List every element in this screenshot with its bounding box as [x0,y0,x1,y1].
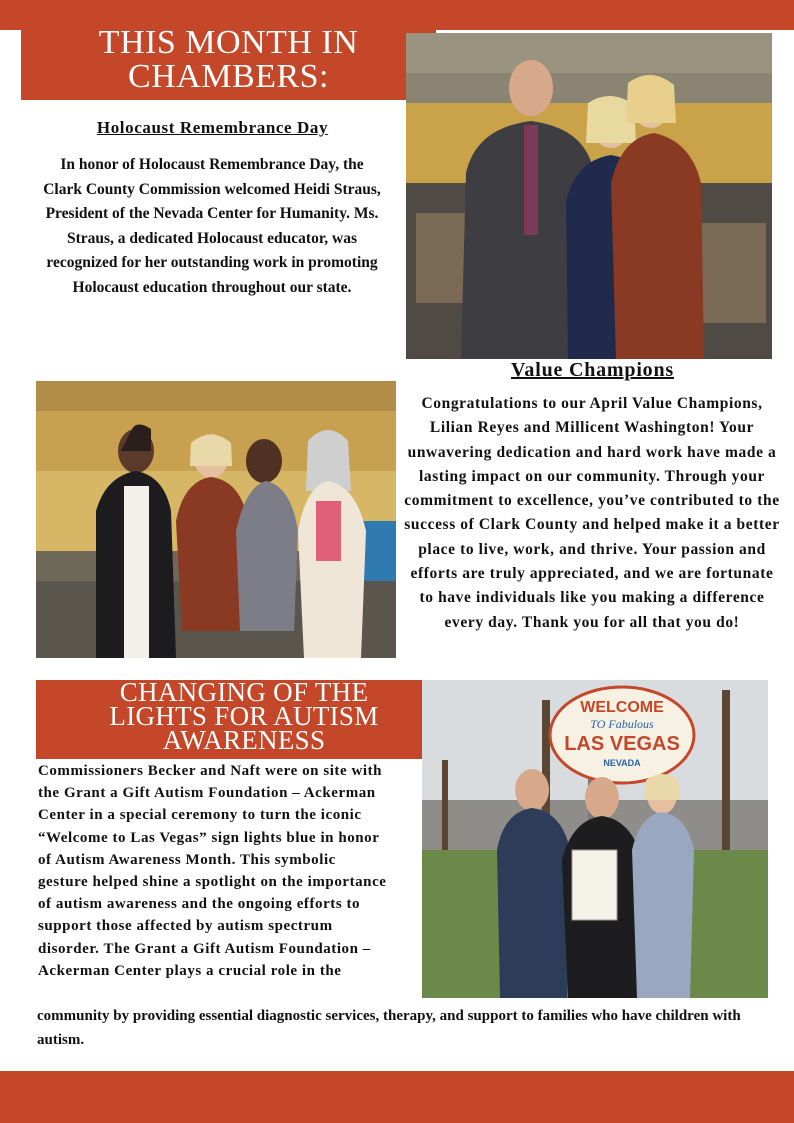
banner-title-line2: CHAMBERS: [128,58,329,95]
autism-banner-line2: LIGHTS FOR AUTISM [109,701,379,731]
autism-banner-line1: CHANGING OF THE [119,677,369,707]
sign-to-fabulous-text: TO Fabulous [590,717,654,731]
section-banner-this-month [21,26,436,100]
holocaust-body: In honor of Holocaust Remembrance Day, the Clark County Commission welcomed Heidi Straus, President of the Nevada Center for Humanity. Ms. Straus, a dedicated Holocaust educator, was recognized for her outstanding work in promoting Holocaust education throughout our state. [43,156,381,296]
sign-las-vegas-text: LAS VEGAS [564,733,680,755]
banner-title-line1: THIS MONTH IN [98,24,359,61]
bottom-accent-bar [0,1071,794,1123]
value-champions-heading: Value Champions [511,359,674,381]
sign-nevada-text: NEVADA [603,758,641,768]
value-champions-body: Congratulations to our April Value Champions, Lilian Reyes and Millicent Washington! Your unwavering dedication and hard work have made a lasting impact on our community. Through your commitment to excellence, you’ve contributed to the success of Clark County and helped make it a better place to live, work, and thrive. Your passion and efforts are truly appreciated, and we are fortunate to have individuals like you making a difference every day. Thank you for all that you do! [404,395,780,631]
photo-value-champions [36,381,396,658]
photo-las-vegas-sign [422,680,768,998]
autism-banner-line3: AWARENESS [162,725,326,755]
photo-holocaust-remembrance [406,33,772,359]
sign-welcome-text: WELCOME [580,699,664,716]
section-banner-autism [36,677,452,759]
autism-body-full: community by providing essential diagnostic services, therapy, and support to families who have children with autism. [37,1008,741,1048]
autism-body-column: Commissioners Becker and Naft were on site with the Grant a Gift Autism Foundation – Ackerman Center in a special ceremony to turn the iconic “Welcome to Las Vegas” sign lights blue in honor of Autism Awareness Month. This symbolic gesture helped shine a spotlight on the importance of autism awareness and the ongoing efforts to support those affected by autism spectrum disorder. The Grant a Gift Autism Foundation – Ackerman Center plays a crucial role in the [38,763,387,979]
holocaust-heading: Holocaust Remembrance Day [96,118,329,137]
